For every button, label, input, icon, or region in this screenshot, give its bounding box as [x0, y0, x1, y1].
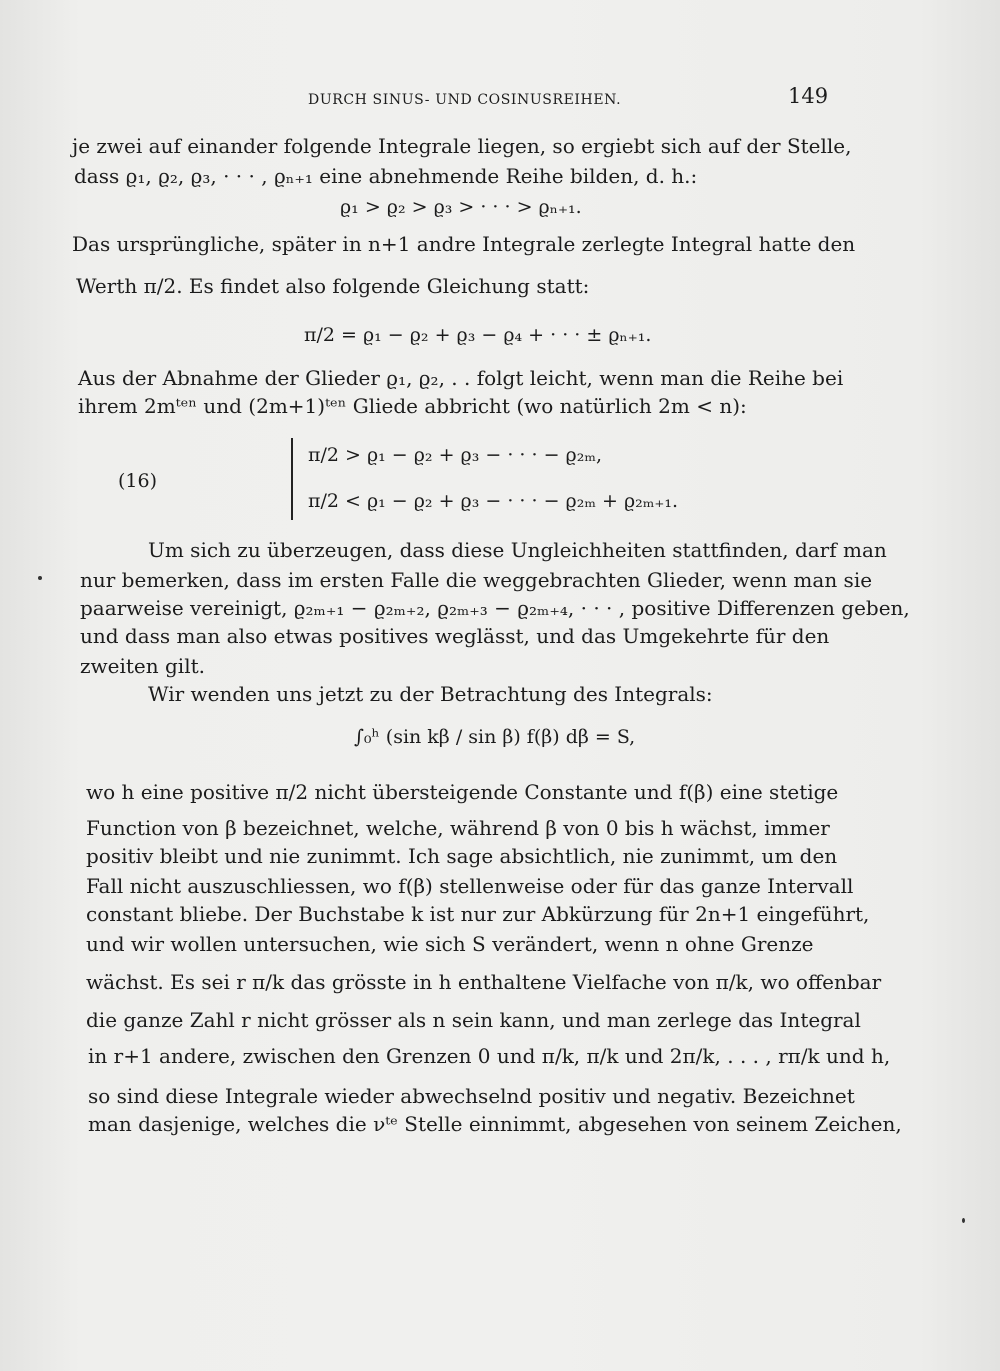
paper-speck	[962, 1218, 965, 1223]
equation-16a: π/2 > ϱ₁ − ϱ₂ + ϱ₃ − · · · − ϱ₂ₘ,	[308, 444, 603, 466]
text-line: Fall nicht auszuschliessen, wo f(β) stellenweise oder für das ganze Intervall	[86, 874, 854, 898]
equation-integral: ∫₀ʰ (sin kβ / sin β) f(β) dβ = S,	[354, 726, 636, 748]
text-line: constant bliebe. Der Buchstabe k ist nur zur Abkürzung für 2n+1 eingeführt,	[86, 902, 870, 926]
text-line: paarweise vereinigt, ϱ₂ₘ₊₁ − ϱ₂ₘ₊₂, ϱ₂ₘ₊₃ − ϱ₂ₘ₊₄, · · · , positive Differenzen geben,	[80, 596, 910, 620]
paper-speck	[38, 576, 42, 580]
text-line: ihrem 2mᵗᵉⁿ und (2m+1)ᵗᵉⁿ Gliede abbricht (wo natürlich 2m < n):	[78, 394, 747, 418]
equation-chain: ϱ₁ > ϱ₂ > ϱ₃ > · · · > ϱₙ₊₁.	[340, 196, 582, 218]
text-line: Aus der Abnahme der Glieder ϱ₁, ϱ₂, . . folgt leicht, wenn man die Reihe bei	[78, 366, 844, 390]
text-line: in r+1 andere, zwischen den Grenzen 0 und π/k, π/k und 2π/k, . . . , rπ/k und h,	[88, 1044, 891, 1068]
text-line: wächst. Es sei r π/k das grösste in h enthaltene Vielfache von π/k, wo offenbar	[86, 970, 882, 994]
equation-number: (16)	[118, 470, 158, 492]
text-line: und wir wollen untersuchen, wie sich S verändert, wenn n ohne Grenze	[86, 932, 814, 956]
text-line: Um sich zu überzeugen, dass diese Ungleichheiten stattfinden, darf man	[148, 538, 887, 562]
text-line: man dasjenige, welches die νᵗᵉ Stelle einnimmt, abgesehen von seinem Zeichen,	[88, 1112, 902, 1136]
running-title: DURCH SINUS- UND COSINUSREIHEN.	[308, 92, 622, 108]
running-header	[0, 84, 1000, 114]
text-line: je zwei auf einander folgende Integrale liegen, so ergiebt sich auf der Stelle,	[72, 134, 852, 158]
equation-brace	[291, 438, 301, 520]
text-line: zweiten gilt.	[80, 654, 205, 678]
text-line: nur bemerken, dass im ersten Falle die weggebrachten Glieder, wenn man sie	[80, 568, 873, 592]
text-line: die ganze Zahl r nicht grösser als n sein kann, und man zerlege das Integral	[86, 1008, 861, 1032]
text-line: Das ursprüngliche, später in n+1 andre Integrale zerlegte Integral hatte den	[72, 232, 856, 256]
text-line: Werth π/2. Es findet also folgende Gleichung statt:	[76, 274, 590, 298]
text-line: so sind diese Integrale wieder abwechselnd positiv und negativ. Bezeichnet	[88, 1084, 855, 1108]
equation-16b: π/2 < ϱ₁ − ϱ₂ + ϱ₃ − · · · − ϱ₂ₘ + ϱ₂ₘ₊₁.	[308, 490, 679, 512]
text-line: und dass man also etwas positives weglässt, und das Umgekehrte für den	[80, 624, 830, 648]
page-number: 149	[788, 84, 829, 108]
text-line: Function von β bezeichnet, welche, während β von 0 bis h wächst, immer	[86, 816, 830, 840]
text-line: wo h eine positive π/2 nicht übersteigende Constante und f(β) eine stetige	[86, 780, 839, 804]
text-line: positiv bleibt und nie zunimmt. Ich sage absichtlich, nie zunimmt, um den	[86, 844, 838, 868]
text-line: dass ϱ₁, ϱ₂, ϱ₃, · · · , ϱₙ₊₁ eine abnehmende Reihe bilden, d. h.:	[74, 164, 698, 188]
equation-pi-half: π/2 = ϱ₁ − ϱ₂ + ϱ₃ − ϱ₄ + · · · ± ϱₙ₊₁.	[304, 324, 652, 346]
text-line: Wir wenden uns jetzt zu der Betrachtung des Integrals:	[148, 682, 713, 706]
